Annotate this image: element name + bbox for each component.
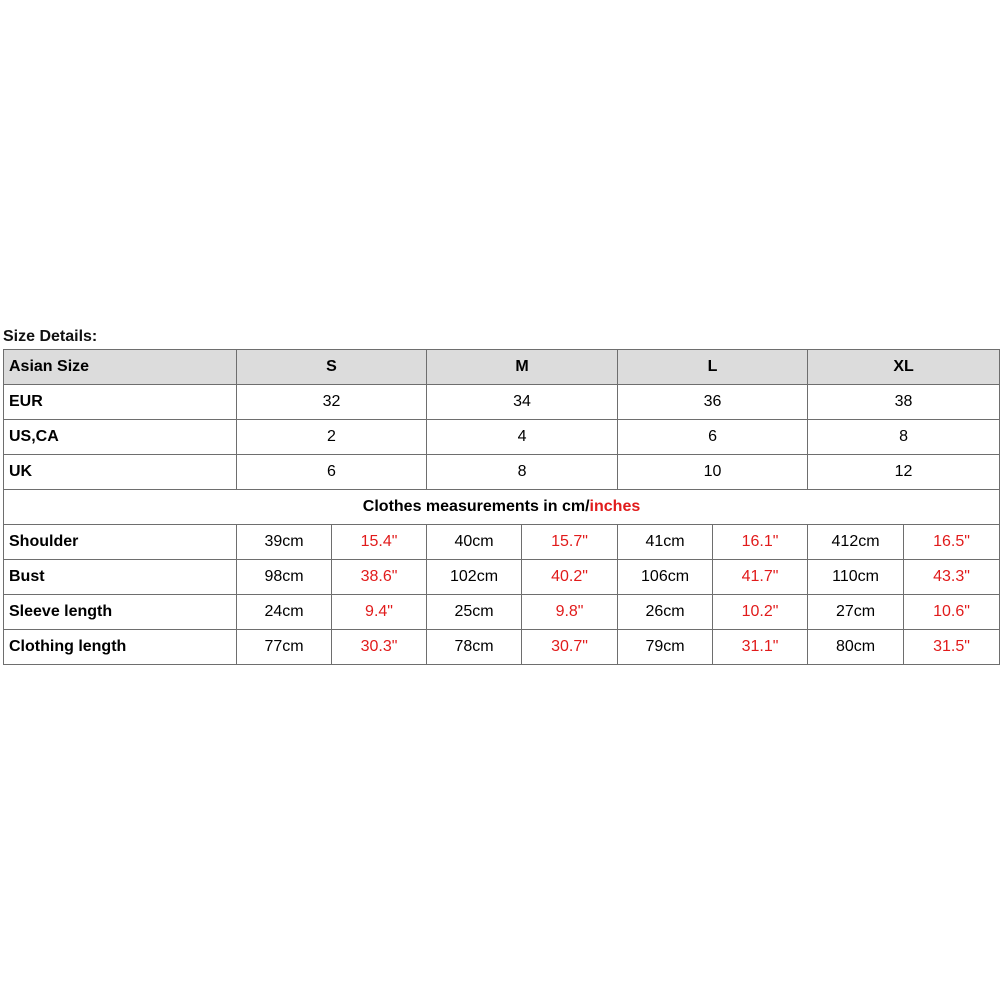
inch-cell: 43.3" (904, 560, 1000, 595)
row-label: Clothing length (4, 630, 237, 665)
row-label: EUR (4, 385, 237, 420)
cm-cell: 79cm (618, 630, 713, 665)
cm-cell: 39cm (237, 525, 332, 560)
inch-cell: 41.7" (713, 560, 808, 595)
inch-cell: 30.7" (522, 630, 618, 665)
table-cell: 6 (618, 420, 808, 455)
inch-cell: 16.1" (713, 525, 808, 560)
size-header-xl: XL (808, 350, 1000, 385)
cm-cell: 412cm (808, 525, 904, 560)
size-header-s: S (237, 350, 427, 385)
table-cell: 32 (237, 385, 427, 420)
measurements-title-highlight: inches (589, 498, 641, 515)
inch-cell: 30.3" (332, 630, 427, 665)
table-cell: 6 (237, 455, 427, 490)
inch-cell: 38.6" (332, 560, 427, 595)
inch-cell: 16.5" (904, 525, 1000, 560)
row-label: Sleeve length (4, 595, 237, 630)
inch-cell: 9.4" (332, 595, 427, 630)
inch-cell: 15.7" (522, 525, 618, 560)
conversion-row-uk (4, 455, 1000, 490)
page-title: Size Details: (3, 328, 98, 345)
cm-cell: 25cm (427, 595, 522, 630)
inch-cell: 31.1" (713, 630, 808, 665)
table-cell: 12 (808, 455, 1000, 490)
inch-cell: 10.6" (904, 595, 1000, 630)
cm-cell: 24cm (237, 595, 332, 630)
cm-cell: 98cm (237, 560, 332, 595)
cm-cell: 27cm (808, 595, 904, 630)
row-label: US,CA (4, 420, 237, 455)
inch-cell: 31.5" (904, 630, 1000, 665)
measurement-row-clothing-length (4, 630, 1000, 665)
measurement-row-bust (4, 560, 1000, 595)
table-cell: 2 (237, 420, 427, 455)
table-cell: 8 (808, 420, 1000, 455)
cm-cell: 77cm (237, 630, 332, 665)
measurement-row-sleeve-length (4, 595, 1000, 630)
cm-cell: 40cm (427, 525, 522, 560)
table-cell: 36 (618, 385, 808, 420)
inch-cell: 40.2" (522, 560, 618, 595)
row-label: Shoulder (4, 525, 237, 560)
row-label: UK (4, 455, 237, 490)
cm-cell: 26cm (618, 595, 713, 630)
cm-cell: 41cm (618, 525, 713, 560)
cm-cell: 110cm (808, 560, 904, 595)
conversion-row-eur (4, 385, 1000, 420)
measurement-row-shoulder (4, 525, 1000, 560)
table-cell: 8 (427, 455, 618, 490)
cm-cell: 80cm (808, 630, 904, 665)
table-cell: 34 (427, 385, 618, 420)
inch-cell: 9.8" (522, 595, 618, 630)
measurements-title (4, 490, 1000, 525)
table-cell: 38 (808, 385, 1000, 420)
cm-cell: 106cm (618, 560, 713, 595)
conversion-row-us-ca (4, 420, 1000, 455)
size-table (3, 349, 1000, 665)
header-row (4, 350, 1000, 385)
inch-cell: 15.4" (332, 525, 427, 560)
cm-cell: 78cm (427, 630, 522, 665)
size-header-m: M (427, 350, 618, 385)
measurements-title-prefix: Clothes measurements in cm/ (362, 498, 590, 515)
header-label: Asian Size (4, 350, 237, 385)
table-cell: 10 (618, 455, 808, 490)
row-label: Bust (4, 560, 237, 595)
size-header-l: L (618, 350, 808, 385)
cm-cell: 102cm (427, 560, 522, 595)
measurements-title-row (4, 490, 1000, 525)
inch-cell: 10.2" (713, 595, 808, 630)
table-cell: 4 (427, 420, 618, 455)
